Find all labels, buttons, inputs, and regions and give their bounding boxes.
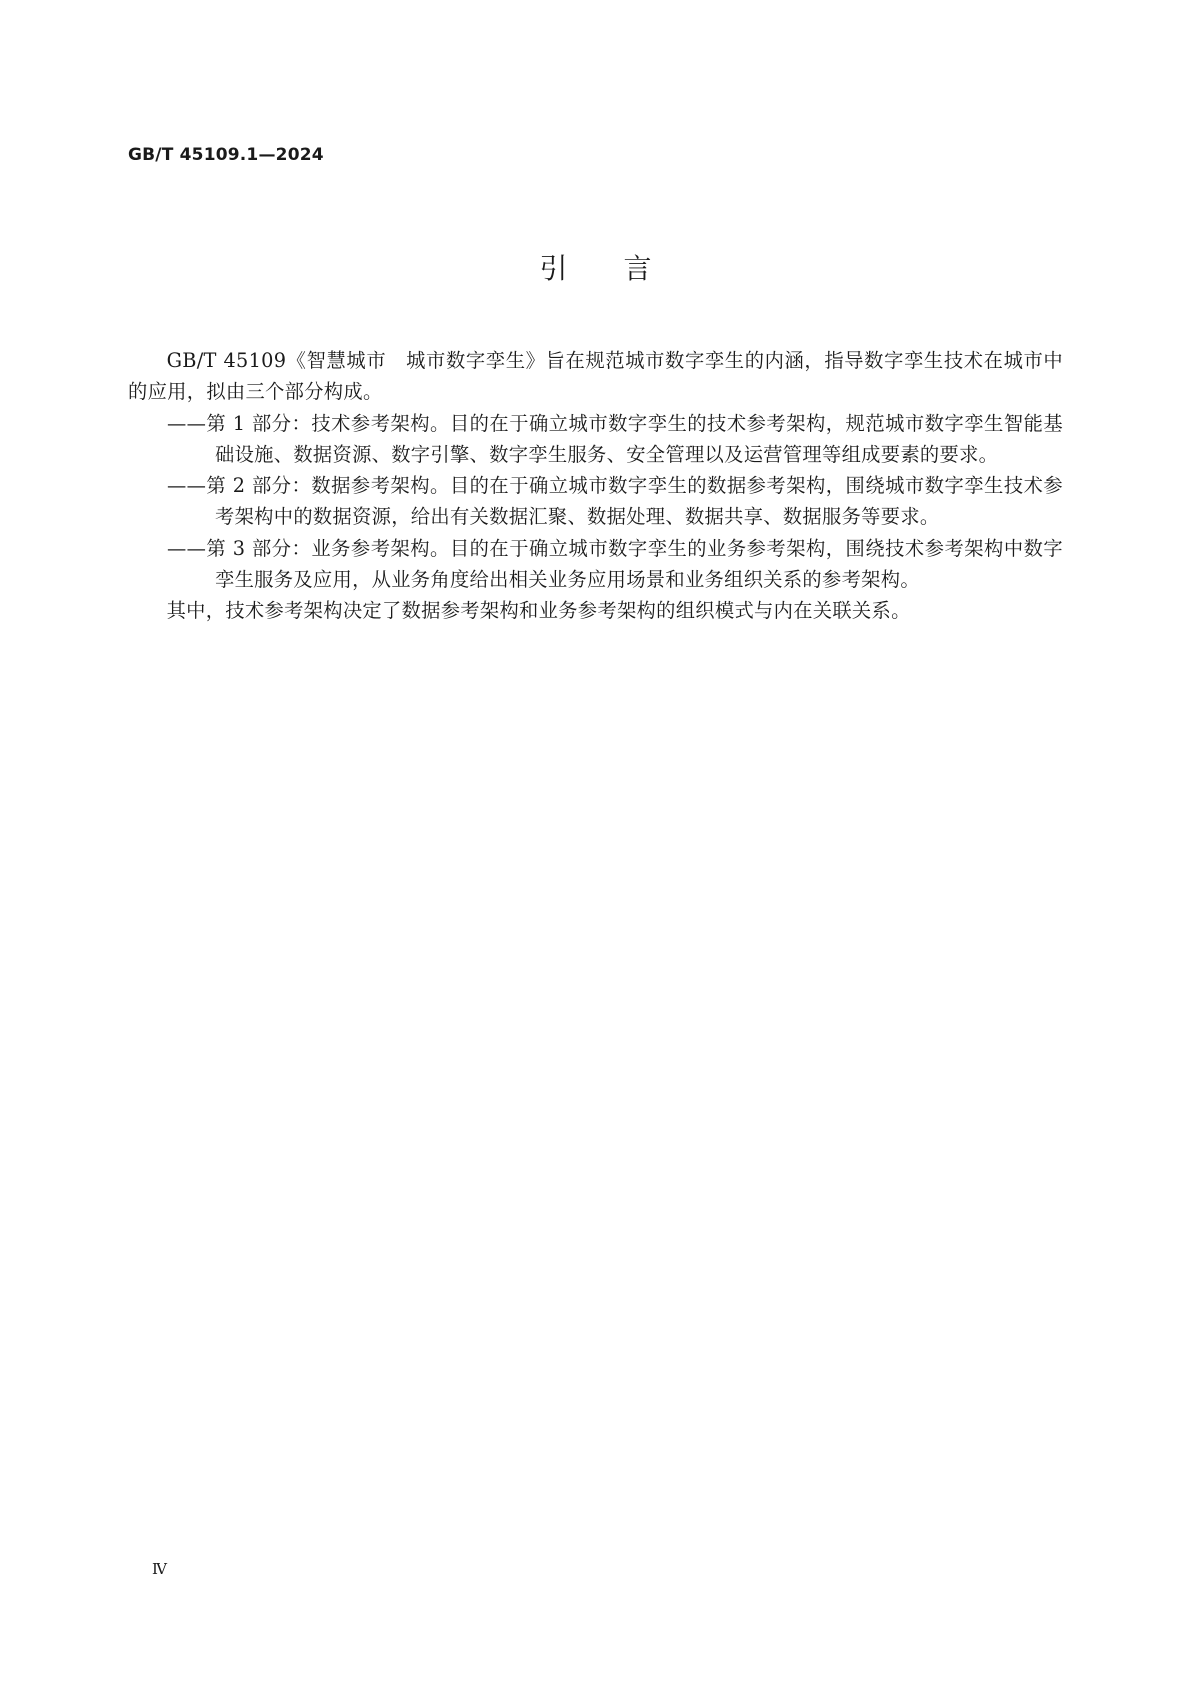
page-number: Ⅳ (152, 1560, 167, 1578)
part-3-item: ——第 3 部分：业务参考架构。目的在于确立城市数字孪生的业务参考架构，围绕技术参考架构中数字孪生服务及应用，从业务角度给出相关业务应用场景和业务组织关系的参考架构。 (167, 536, 1063, 592)
part-2-item: ——第 2 部分：数据参考架构。目的在于确立城市数字孪生的数据参考架构，围绕城市数字孪生技术参考架构中的数据资源，给出有关数据汇聚、数据处理、数据共享、数据服务等要求。 (167, 474, 1063, 529)
section-title: 引言 (539, 252, 708, 285)
part-1-item: ——第 1 部分：技术参考架构。目的在于确立城市数字孪生的技术参考架构，规范城市数字孪生智能基础设施、数据资源、数字引擎、数字孪生服务、安全管理以及运营管理等组成要素的要求。 (167, 411, 1063, 466)
body-text (128, 345, 1063, 627)
intro-paragraph: GB/T 45109《智慧城市 城市数字孪生》旨在规范城市数字孪生的内涵，指导数字孪生技术在城市中的应用，拟由三个部分构成。 (128, 349, 1063, 404)
conclusion-paragraph: 其中，技术参考架构决定了数据参考架构和业务参考架构的组织模式与内在关联关系。 (166, 599, 911, 623)
standard-number-header: GB/T 45109.1—2024 (128, 145, 324, 165)
